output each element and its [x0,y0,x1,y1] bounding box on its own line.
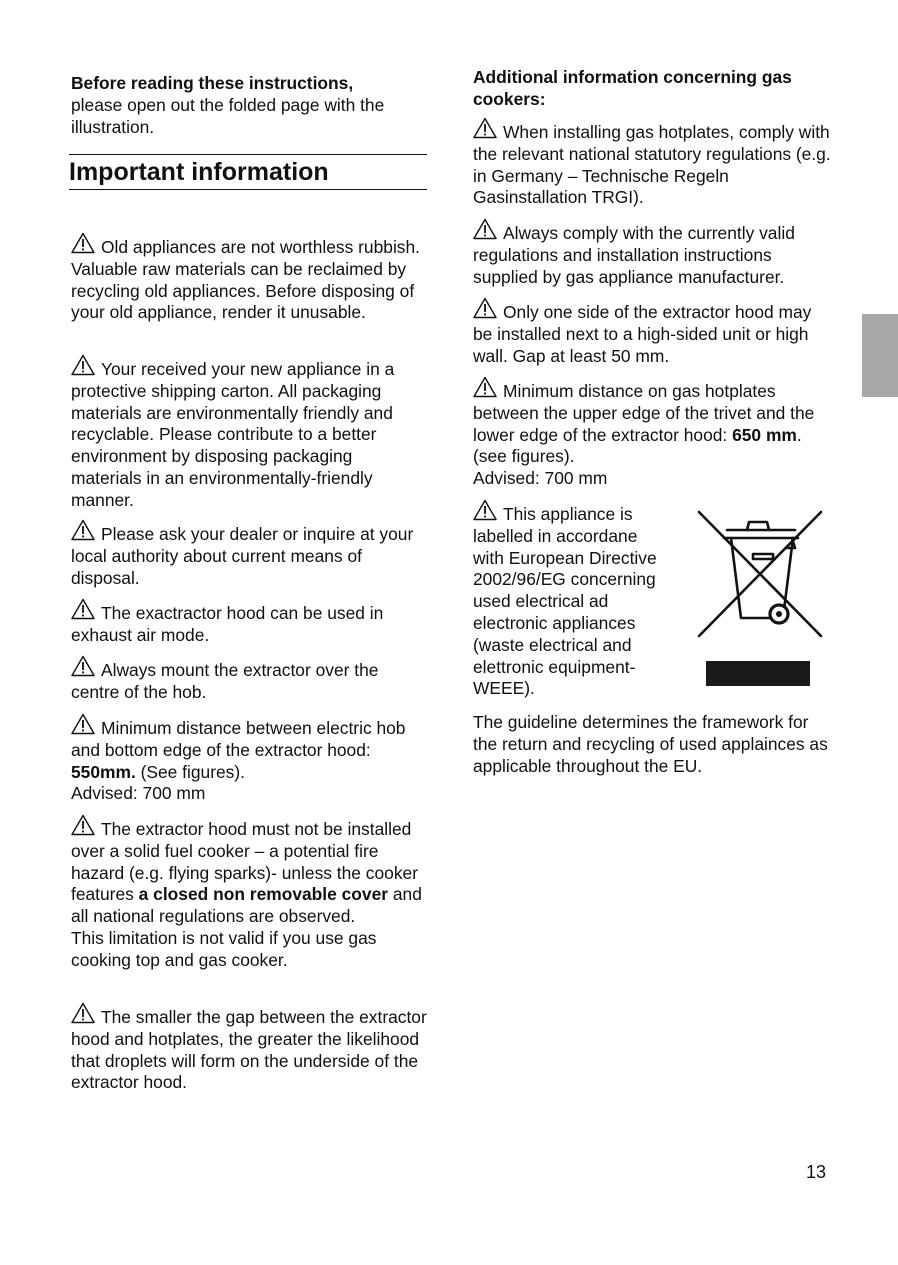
info-text: Minimum distance between electric hob and bottom edge of the extractor hood: [71,718,406,760]
warning-icon [71,655,95,677]
warning-icon [473,117,497,139]
intro-text: please open out the folded page with the illustration. [71,94,385,137]
info-bold-value: 550mm. [71,761,136,782]
info-text: The smaller the gap between the extractor hood and hotplates, the greater the likelihood that droplets will form on the underside of the extractor hood. [71,1007,427,1093]
crossed-out-wheelie-bin-icon [697,508,823,640]
gas-item-side-gap [473,297,833,367]
info-text: Your received your new appliance in a protective shipping carton. All packaging materials are environmentally friendly and recyclable. Please contribute to a better environment by disposing packaging materials in an environmentally-friendly manner. [71,359,395,510]
warning-icon [71,814,95,836]
warning-icon [71,598,95,620]
gas-item-manufacturer [473,218,833,288]
info-item-solid-fuel [71,814,427,972]
info-text: Only one side of the extractor hood may be installed next to a high-sided unit or high wall. Gap at least 50 mm. [473,302,812,366]
warning-icon [473,376,497,398]
advised-text: Advised: 700 mm [71,783,206,804]
section-heading: Important information [69,158,329,186]
warning-icon [71,1002,95,1024]
info-item-old-appliances [71,232,427,324]
warning-icon [71,519,95,541]
info-text: (See figures). [135,761,245,782]
info-extra-text: This limitation is not valid if you use gas cooking top and gas cooker. [71,927,377,970]
warning-icon [71,713,95,735]
info-item-electric-distance [71,713,427,805]
section-heading-box [69,154,427,190]
info-bold-value: a closed non removable cover [138,884,389,905]
weee-guideline-text: The guideline determines the framework for the return and recycling of used applainces as applicable throughout the EU. [473,712,828,776]
info-text: Minimum distance on gas hotplates between the upper edge of the trivet and the lower edge of the extractor hood: [473,381,815,445]
warning-icon [473,499,497,521]
intro-bold: Before reading these instructions, [71,73,354,93]
info-text: Always mount the extractor over the centre of the hob. [71,660,379,702]
info-text: The exactractor hood can be used in exhaust air mode. [71,603,384,645]
info-item-packaging [71,354,427,512]
info-text: Please ask your dealer or inquire at your local authority about current means of disposal. [71,524,414,588]
gas-item-min-distance [473,376,833,490]
info-text: When installing gas hotplates, comply with the relevant national statutory regulations (e.g. in Germany – Technische Regeln Gasinstallation TRGI). [473,122,831,208]
gas-cookers-heading: Additional information concerning gas cookers: [473,67,792,109]
info-text: . (see figures). [473,424,802,467]
page-number: 13 [806,1162,827,1182]
info-item-disposal [71,519,427,589]
warning-icon [71,232,95,254]
warning-icon [473,297,497,319]
info-text: Always comply with the currently valid regulations and installation instructions supplied by gas appliance manufacturer. [473,223,795,287]
weee-black-bar [706,661,810,686]
info-bold-value: 650 mm [732,424,797,445]
gas-item-regulations [473,117,833,209]
weee-paragraph: This appliance is labelled in accordane with European Directive 2002/96/EG concerning used electrical ad electronic appliances (waste electrical and elettronic equipment- WEEE). [473,499,683,700]
advised-text: Advised: 700 mm [473,468,608,489]
info-item-mount-centre [71,655,427,704]
info-text: The extractor hood must not be installed over a solid fuel cooker – a potential fire hazard (e.g. flying sparks)- unless the cooker features [71,819,419,905]
info-text: and all national regulations are observed. [71,884,422,927]
intro-paragraph [71,73,427,138]
info-item-exhaust-mode [71,598,427,647]
warning-icon [71,354,95,376]
info-text: Old appliances are not worthless rubbish. Valuable raw materials can be reclaimed by recycling old appliances. Before disposing of your old appliance, render it unusable. [71,237,421,323]
section-tab-marker [862,314,898,397]
info-item-droplets [71,1002,427,1094]
warning-icon [473,218,497,240]
